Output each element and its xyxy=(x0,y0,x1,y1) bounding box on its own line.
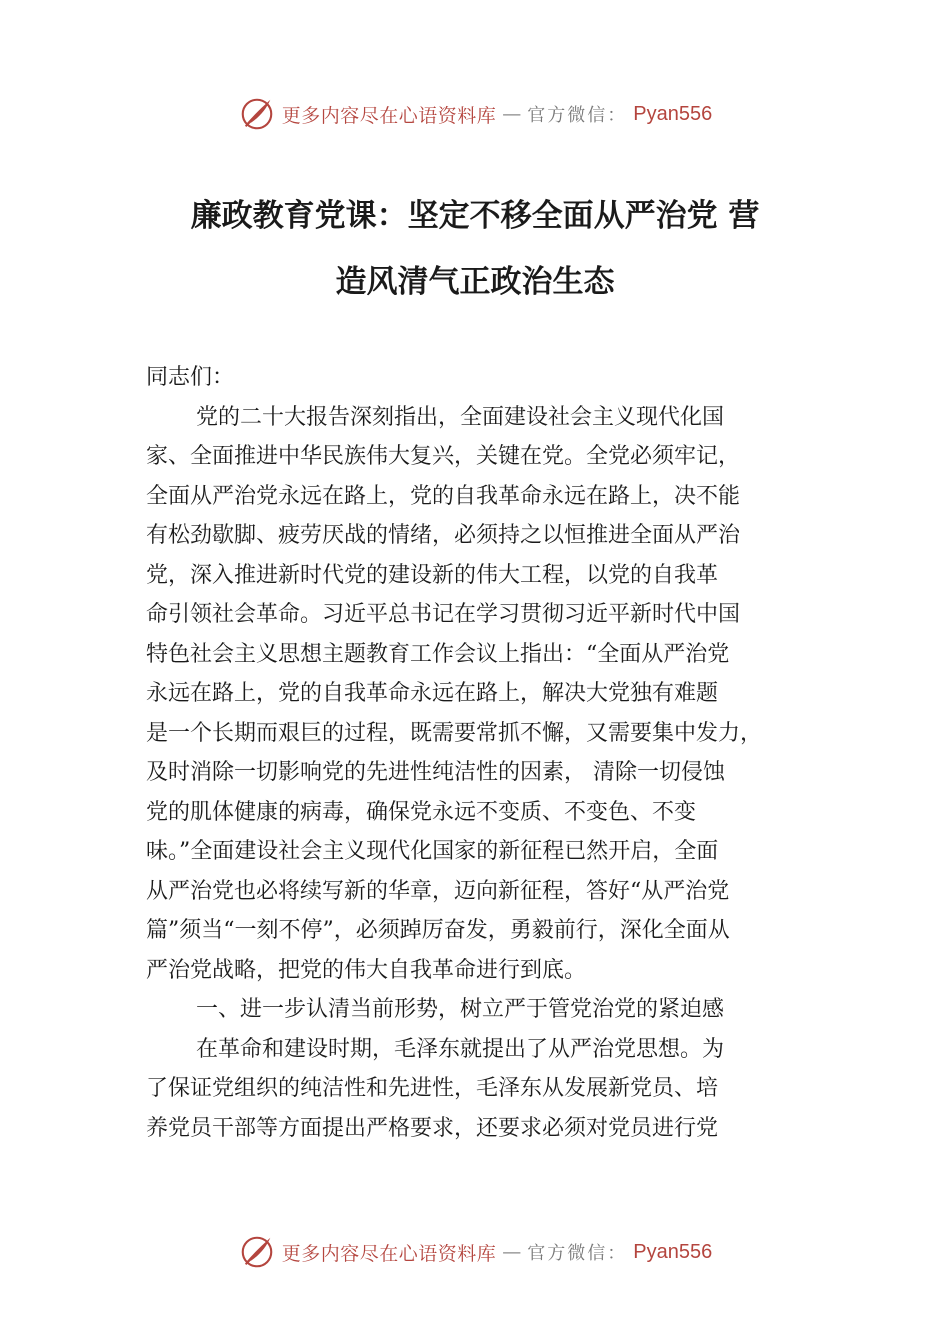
quill-pen-logo-icon xyxy=(238,1233,276,1271)
paragraph-line: 党的肌体健康的病毒，确保党永远不变质、不变色、不变 xyxy=(146,799,697,825)
banner-separator: — xyxy=(502,1241,522,1263)
paragraph-line: 味。”全面建设社会主义现代化国家的新征程已然开启，全面 xyxy=(146,839,719,864)
paragraph-line: 养党员干部等方面提出严格要求，还要求必须对党员进行党 xyxy=(146,1115,719,1141)
document-body xyxy=(146,358,846,1148)
quill-pen-logo-icon xyxy=(238,95,276,133)
paragraph-line: 特色社会主义思想主题教育工作会议上指出：“全面从严治党 xyxy=(146,641,730,667)
paragraph-line: 从严治党也必将续写新的华章，迈向新征程，答好“从严治党 xyxy=(146,878,730,904)
banner-separator: — xyxy=(502,103,522,125)
paragraph-line: 党的二十大报告深刻指出，全面建设社会主义现代化国 xyxy=(196,404,725,430)
paragraph-line: 全面从严治党永远在路上，党的自我革命永远在路上，决不能 xyxy=(146,483,741,509)
brand-name: 更多内容尽在心语资料库 xyxy=(281,104,497,127)
paragraph-line: 命引领社会革命。习近平总书记在学习贯彻习近平新时代中国 xyxy=(146,602,741,627)
document-title-line-1: 廉政教育党课：坚定不移全面从严治党 营 xyxy=(190,198,760,234)
paragraph-line: 有松劲歇脚、疲劳厌战的情绪，必须持之以恒推进全面从严治 xyxy=(146,523,741,548)
brand-name: 更多内容尽在心语资料库 xyxy=(281,1242,497,1265)
header-watermark-banner xyxy=(0,94,950,134)
paragraph-line: 永远在路上，党的自我革命永远在路上，解决大党独有难题 xyxy=(146,681,719,706)
paragraph-line: 严治党战略，把党的伟大自我革命进行到底。 xyxy=(146,957,587,983)
paragraph-line: 篇”须当“一刻不停”，必须踔厉奋发，勇毅前行，深化全面从 xyxy=(146,918,730,943)
paragraph-line: 是一个长期而艰巨的过程，既需要常抓不懈，又需要集中发力， xyxy=(146,720,763,746)
salutation: 同志们： xyxy=(146,365,235,390)
wechat-label: 官方微信： xyxy=(527,105,628,126)
paragraph-line: 了保证党组织的纯洁性和先进性，毛泽东从发展新党员、培 xyxy=(146,1076,719,1101)
paragraph-line: 及时消除一切影响党的先进性纯洁性的因素， 清除一切侵蚀 xyxy=(146,760,725,785)
wechat-handle: Pyan556 xyxy=(633,102,713,125)
paragraph-line: 家、全面推进中华民族伟大复兴，关键在党。全党必须牢记， xyxy=(146,444,741,469)
wechat-label: 官方微信： xyxy=(527,1243,628,1264)
document-title-line-2: 造风清气正政治生态 xyxy=(335,264,615,300)
footer-watermark-banner xyxy=(0,1232,950,1272)
wechat-handle: Pyan556 xyxy=(633,1240,713,1263)
paragraph-line: 党，深入推进新时代党的建设新的伟大工程，以党的自我革 xyxy=(146,562,719,588)
section-heading: 一、进一步认清当前形势，树立严于管党治党的紧迫感 xyxy=(196,997,725,1022)
paragraph-line: 在革命和建设时期，毛泽东就提出了从严治党思想。为 xyxy=(196,1036,725,1062)
